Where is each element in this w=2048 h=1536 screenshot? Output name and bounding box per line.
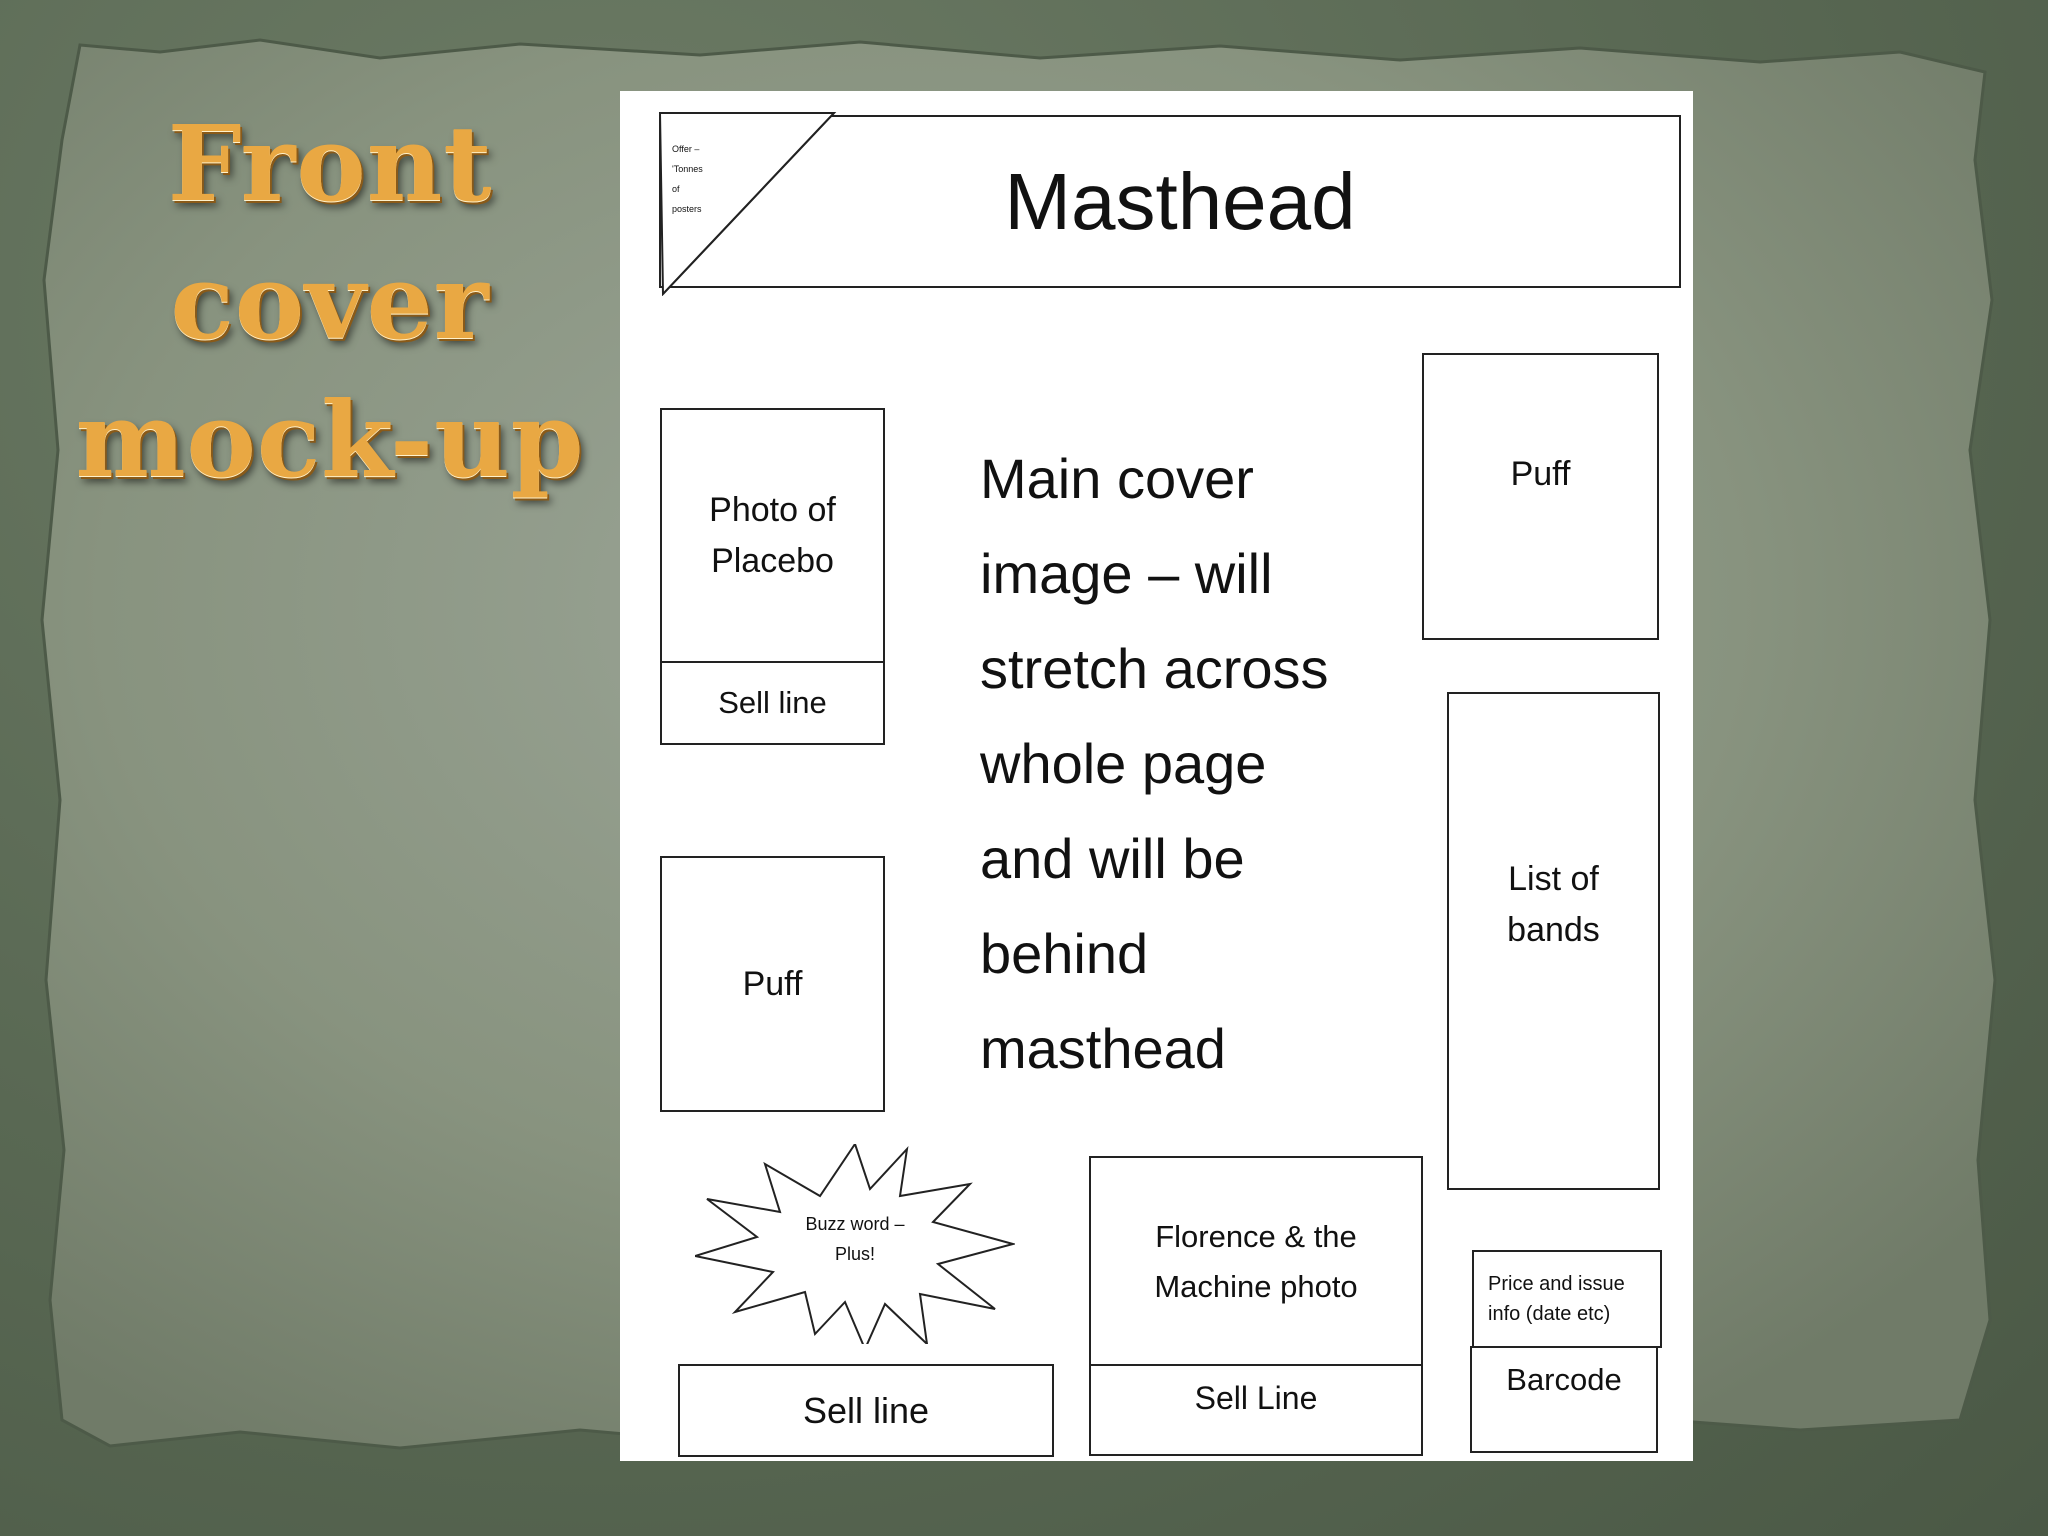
buzz-word-label: Buzz word – Plus!: [805, 1214, 905, 1264]
cover-mockup-sheet: [620, 91, 1693, 1461]
photo-placebo-box: [660, 408, 885, 664]
masthead-label: Masthead: [1004, 156, 1356, 246]
sell-line-label-1: Sell line: [718, 685, 827, 720]
puff-label-left: Puff: [742, 964, 803, 1003]
barcode-label: Barcode: [1506, 1362, 1622, 1397]
sell-line-box-1: [660, 661, 885, 745]
list-of-bands-box: [1447, 692, 1660, 1190]
main-cover-image-label: Main cover image – will stretch across whole page and will be behind masthead: [980, 447, 1329, 1080]
florence-photo-label: Florence & the Machine photo: [1154, 1218, 1358, 1304]
price-issue-info-box: [1472, 1250, 1662, 1348]
slide-title-line-3: mock-up: [75, 378, 585, 501]
barcode-box: [1470, 1346, 1658, 1453]
sell-line-box-3: [1089, 1364, 1423, 1456]
photo-placebo-label: Photo of Placebo: [709, 491, 836, 580]
price-issue-info-label: Price and issue info (date etc): [1488, 1273, 1625, 1325]
slide-title-line-2: cover: [170, 240, 490, 363]
list-of-bands-label: List of bands: [1507, 860, 1600, 949]
slide-title-line-1: Front: [167, 102, 493, 225]
sell-line-label-3: Sell Line: [1194, 1380, 1318, 1416]
florence-photo-box: [1089, 1156, 1423, 1367]
offer-label: Offer – 'Tonnes of posters: [672, 144, 703, 214]
sell-line-box-2: [678, 1364, 1054, 1457]
sell-line-label-2: Sell line: [802, 1389, 930, 1431]
puff-box-left: [660, 856, 885, 1112]
puff-box-right: [1422, 353, 1659, 640]
slide-title: [70, 95, 590, 509]
puff-label-right: Puff: [1510, 455, 1571, 493]
